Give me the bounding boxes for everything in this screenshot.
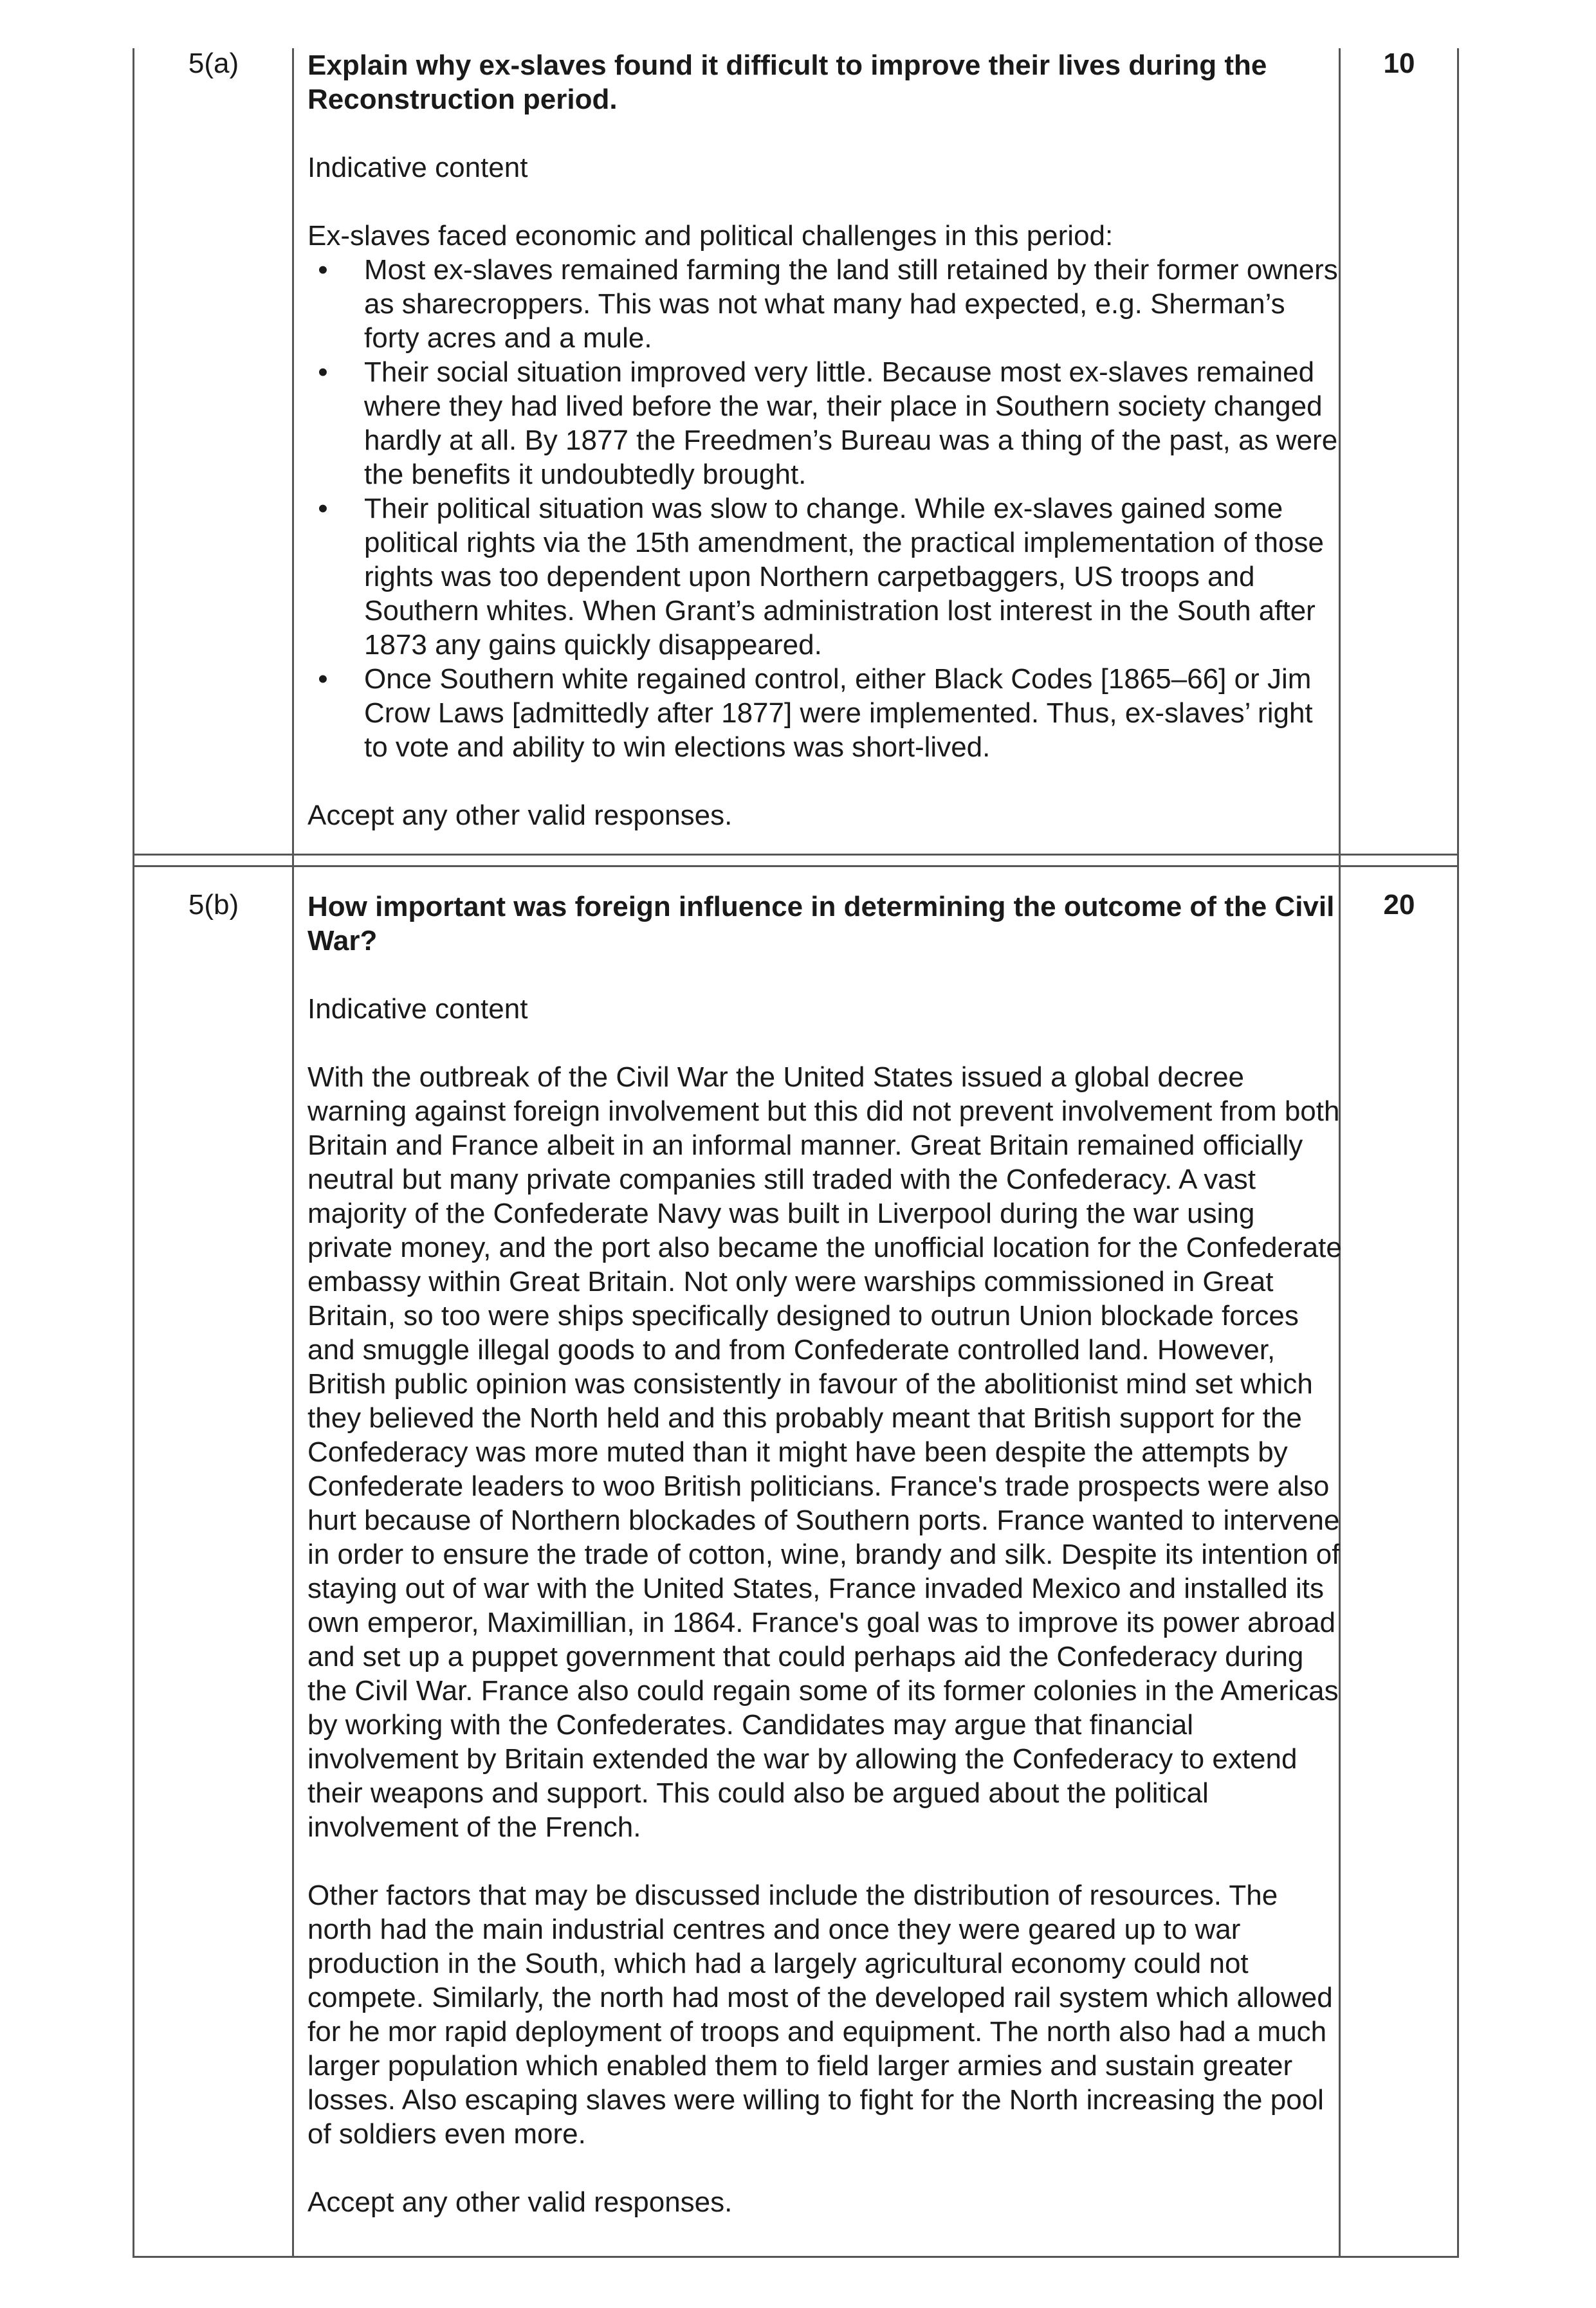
answer-cell-5a	[307, 48, 1343, 832]
question-text: Explain why ex-slaves found it difficult to improve their lives during the Reconstruction period.	[307, 50, 1267, 115]
row-separator-bottom	[133, 865, 1459, 867]
bullet-text: Once Southern white regained control, either Black Codes [1865–66] or Jim Crow Laws [admittedly after 1877] were implemented. Thus, ex-slaves’ right to vote and ability to win elections was short-lived.	[364, 663, 1313, 763]
indicative-content-label: Indicative content	[307, 993, 528, 1025]
body-paragraph: With the outbreak of the Civil War the United States issued a global decree warning against foreign involvement but this did not prevent involvement from both Britain and France albeit in an informal manner. Great Britain remained officially neutral but many private companies still traded with the Confederacy. A vast majority of the Confederate Navy was built in Liverpool during the war using private money, and the port also became the unofficial location for the Confederate embassy within Great Britain. Not only were warships commissioned in Great Britain, so too were ships specifically designed to outrun Union blockade forces and smuggle illegal goods to and from Confederate controlled land. However, British public opinion was consistently in favour of the abolitionist mind set which they believed the North held and this probably meant that British support for the Confederacy was more muted than it might have been despite the attempts by Confederate leaders to woo British politicians. France's trade prospects were also hurt because of Northern blockades of Southern ports. France wanted to intervene in order to ensure the trade of cotton, wine, brandy and silk. Despite its intention of staying out of war with the United States, France invaded Mexico and installed its own emperor, Maximillian, in 1864. France's goal was to improve its power abroad and set up a puppet government that could perhaps aid the Confederacy during the Civil War. France also could regain some of its former colonies in the Americas by working with the Confederates. Candidates may argue that financial involvement by Britain extended the war by allowing the Confederacy to extend their weapons and support. This could also be argued about the political involvement of the French.	[307, 1061, 1342, 1843]
list-item	[307, 355, 1343, 491]
list-item	[307, 662, 1343, 764]
bullet-glyph: •	[318, 254, 328, 286]
body-paragraph: Other factors that may be discussed include the distribution of resources. The north had the main industrial centres and once they were geared up to war production in the South, which had a largely agricultural economy could not compete. Similarly, the north had most of the developed rail system which allowed for he mor rapid deployment of troops and equipment. The north also had a much larger population which enabled them to field larger armies and sustain greater losses. Also escaping slaves were willing to fight for the North increasing the pool of soldiers even more.	[307, 1880, 1333, 2150]
marks-value: 10	[1383, 48, 1415, 79]
answer-cell-5b	[307, 890, 1343, 2219]
bullet-text: Their political situation was slow to change. While ex-slaves gained some political rights via the 15th amendment, the practical implementation of those rights was too dependent upon Northern carpetbaggers, US troops and Southern whites. When Grant’s administration lost interest in the South after 1873 any gains quickly disappeared.	[364, 493, 1324, 661]
bullet-glyph: •	[318, 663, 328, 695]
question-number: 5(a)	[188, 48, 239, 79]
bullet-list	[307, 253, 1343, 764]
bullet-text: Most ex-slaves remained farming the land still retained by their former owners as sharecroppers. This was not what many had expected, e.g. Sherman’s forty acres and a mule.	[364, 254, 1338, 354]
column-divider-number	[292, 48, 294, 2258]
marks-value: 20	[1383, 889, 1415, 920]
question-text: How important was foreign influence in determining the outcome of the Civil War?	[307, 891, 1335, 957]
intro-text: Ex-slaves faced economic and political challenges in this period:	[307, 220, 1114, 252]
closing-text: Accept any other valid responses.	[307, 2186, 733, 2218]
bullet-glyph: •	[318, 493, 328, 524]
list-item	[307, 253, 1343, 355]
list-item	[307, 491, 1343, 662]
closing-text: Accept any other valid responses.	[307, 800, 733, 831]
table-left-border	[133, 48, 134, 2258]
question-number: 5(b)	[188, 889, 239, 920]
table-right-border	[1457, 48, 1459, 2258]
row-separator-top	[133, 854, 1459, 856]
bullet-text: Their social situation improved very little. Because most ex-slaves remained where they had lived before the war, their place in Southern society changed hardly at all. By 1877 the Freedmen’s Bureau was a thing of the past, as were the benefits it undoubtedly brought.	[364, 356, 1338, 490]
table-bottom-border	[133, 2256, 1459, 2258]
bullet-glyph: •	[318, 356, 328, 388]
indicative-content-label: Indicative content	[307, 152, 528, 183]
